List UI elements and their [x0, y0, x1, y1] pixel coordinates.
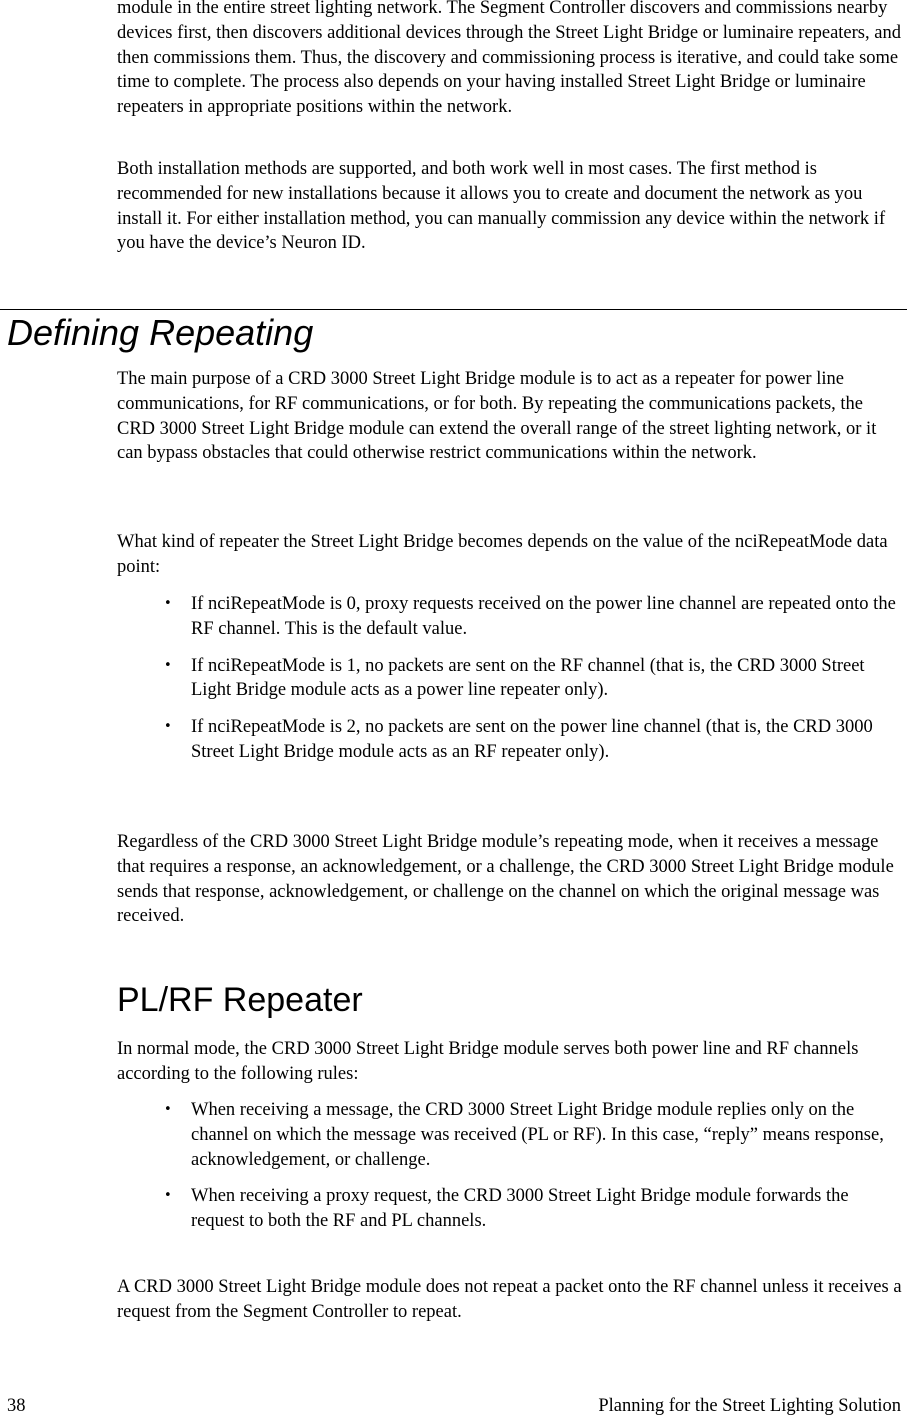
list-item: [164, 592, 903, 642]
list-item-text: If nciRepeatMode is 2, no packets are sent on the power line channel (that is, the CRD 3000 Street Light Bridge module acts as an RF repeater only).: [191, 717, 873, 762]
intro-paragraph-installation-methods: Both installation methods are supported, and both work well in most cases. The first method is recommended for new installations because it allows you to create and document the network as you install it. For either installation method, you can manually commission any device within the network if you have the device’s Neuron ID.: [117, 159, 886, 254]
normal-mode-rules-list: [164, 1098, 903, 1234]
paragraph-main-purpose: The main purpose of a CRD 3000 Street Light Bridge module is to act as a repeater for power line communications, for RF communications, or for both. By repeating the communications packets, the CRD 3000 Street Light Bridge module can extend the overall range of the street lighting network, or it can bypass obstacles that could otherwise restrict communications within the network.: [117, 369, 877, 464]
paragraph-normal-mode: In normal mode, the CRD 3000 Street Light Bridge module serves both power line and RF channels according to the following rules:: [117, 1039, 859, 1084]
list-item-text: When receiving a message, the CRD 3000 Street Light Bridge module replies only on the channel on which the message was received (PL or RF). In this case, “reply” means response, acknowledgement, or challenge.: [191, 1100, 884, 1170]
list-item: [164, 715, 903, 765]
list-item: [164, 654, 903, 704]
footer-chapter-title: Planning for the Street Lighting Solution: [598, 1396, 901, 1416]
bullet-icon: •: [164, 1102, 172, 1117]
bullet-icon: •: [164, 1188, 172, 1204]
bullet-icon: •: [164, 657, 172, 673]
bullet-icon: •: [164, 719, 172, 735]
paragraph-response-channel: Regardless of the CRD 3000 Street Light Bridge module’s repeating mode, when it receives a message that requires a response, an acknowledgement, or a challenge, the CRD 3000 Street Light Bridge module sends that response, acknowledgement, or challenge on the channel on which the original message was received.: [117, 832, 894, 927]
section-heading: Defining Repeating: [7, 312, 314, 353]
intro-paragraph-continued: module in the entire street lighting network. The Segment Controller discovers and commissions nearby devices first, then discovers additional devices through the Street Light Bridge or luminaire repeaters, and then commissions them. Thus, the discovery and commissioning process is iterative, and could take some time to complete. The process also depends on your having installed Street Light Bridge or luminaire repeaters in appropriate positions within the network.: [117, 0, 901, 118]
subsection-heading: PL/RF Repeater: [117, 981, 363, 1019]
paragraph-repeat-condition: A CRD 3000 Street Light Bridge module does not repeat a packet onto the RF channel unless it receives a request from the Segment Controller to repeat.: [117, 1277, 902, 1322]
bullet-icon: •: [164, 596, 172, 611]
repeat-mode-list: [164, 592, 903, 765]
section-divider: [0, 309, 907, 310]
paragraph-repeater-kind: What kind of repeater the Street Light Bridge becomes depends on the value of the nciRepeatMode data point:: [117, 532, 888, 577]
list-item-text: If nciRepeatMode is 0, proxy requests received on the power line channel are repeated onto the RF channel. This is the default value.: [191, 594, 896, 639]
list-item-text: If nciRepeatMode is 1, no packets are sent on the RF channel (that is, the CRD 3000 Street Light Bridge module acts as a power line repeater only).: [191, 655, 865, 701]
list-item: [164, 1098, 903, 1172]
list-item-text: When receiving a proxy request, the CRD 3000 Street Light Bridge module forwards the request to both the RF and PL channels.: [191, 1186, 849, 1232]
list-item: [164, 1184, 903, 1234]
page-number: 38: [7, 1396, 26, 1416]
